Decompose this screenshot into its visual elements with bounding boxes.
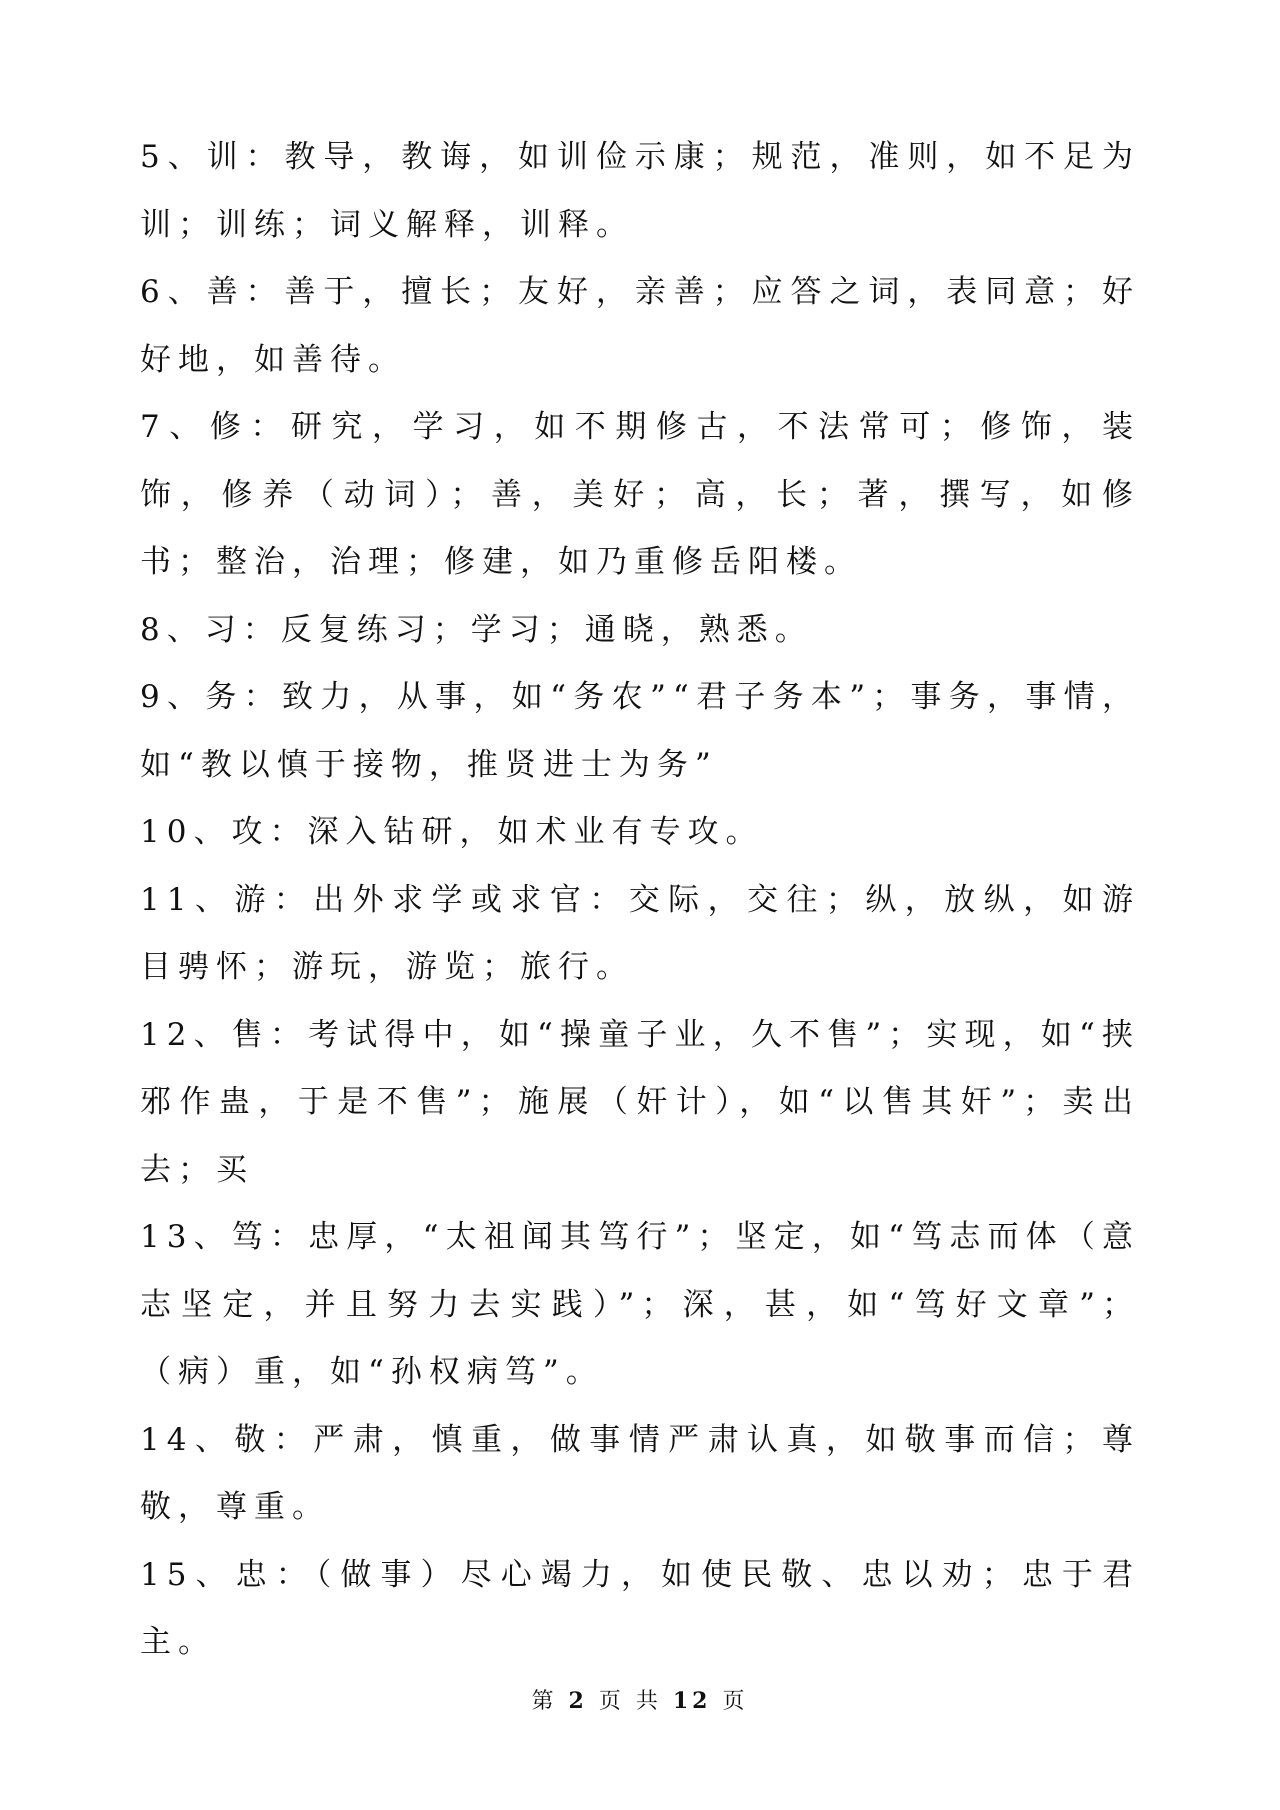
page-footer [0, 1684, 1280, 1715]
footer-middle: 页 共 [598, 1689, 662, 1714]
footer-prefix: 第 [531, 1689, 558, 1714]
entry-10: 10、攻：深入钻研，如术业有专攻。 [140, 814, 764, 850]
entry-13: 13、笃：忠厚，“太祖闻其笃行”；坚定，如“笃志而体（意志坚定，并且努力去实践）”；深，甚，如“笃好文章”；（病）重，如“孙权病笃”。 [140, 1219, 1140, 1390]
entry-9: 9、务：致力，从事，如“务农”“君子务本”；事务，事情，如“教以慎于接物，推贤进士为务” [140, 679, 1140, 783]
entry-5: 5、训：教导，教诲，如训俭示康；规范，准则，如不足为训；训练；词义解释，训释。 [140, 139, 1140, 243]
entry-8: 8、习：反复练习；学习；通晓，熟悉。 [140, 611, 813, 648]
footer-current-page: 2 [568, 1688, 588, 1714]
footer-suffix: 页 [722, 1689, 749, 1714]
entry-7: 7、修：研究，学习，如不期修古，不法常可；修饰，装饰，修养（动词）；善，美好；高，长；著，撰写，如修书；整治，治理；修建，如乃重修岳阳楼。 [140, 409, 1140, 580]
entry-11: 11、游：出外求学或求官：交际，交往；纵，放纵，如游目骋怀；游玩，游览；旅行。 [140, 881, 1140, 985]
entry-6: 6、善：善于，擅长；友好，亲善；应答之词，表同意；好好地，如善待。 [140, 274, 1140, 378]
page-content [140, 124, 1140, 1677]
entry-15: 15、忠：（做事）尽心竭力，如使民敬、忠以劝；忠于君主。 [140, 1556, 1140, 1660]
entry-14: 14、敬：严肃，慎重，做事情严肃认真，如敬事而信；尊敬，尊重。 [140, 1421, 1140, 1525]
footer-total-pages: 12 [672, 1688, 712, 1714]
entry-12: 12、售：考试得中，如“操童子业，久不售”；实现，如“挟邪作蛊，于是不售”；施展（奸计），如“以售其奸”；卖出去；买 [140, 1016, 1140, 1188]
